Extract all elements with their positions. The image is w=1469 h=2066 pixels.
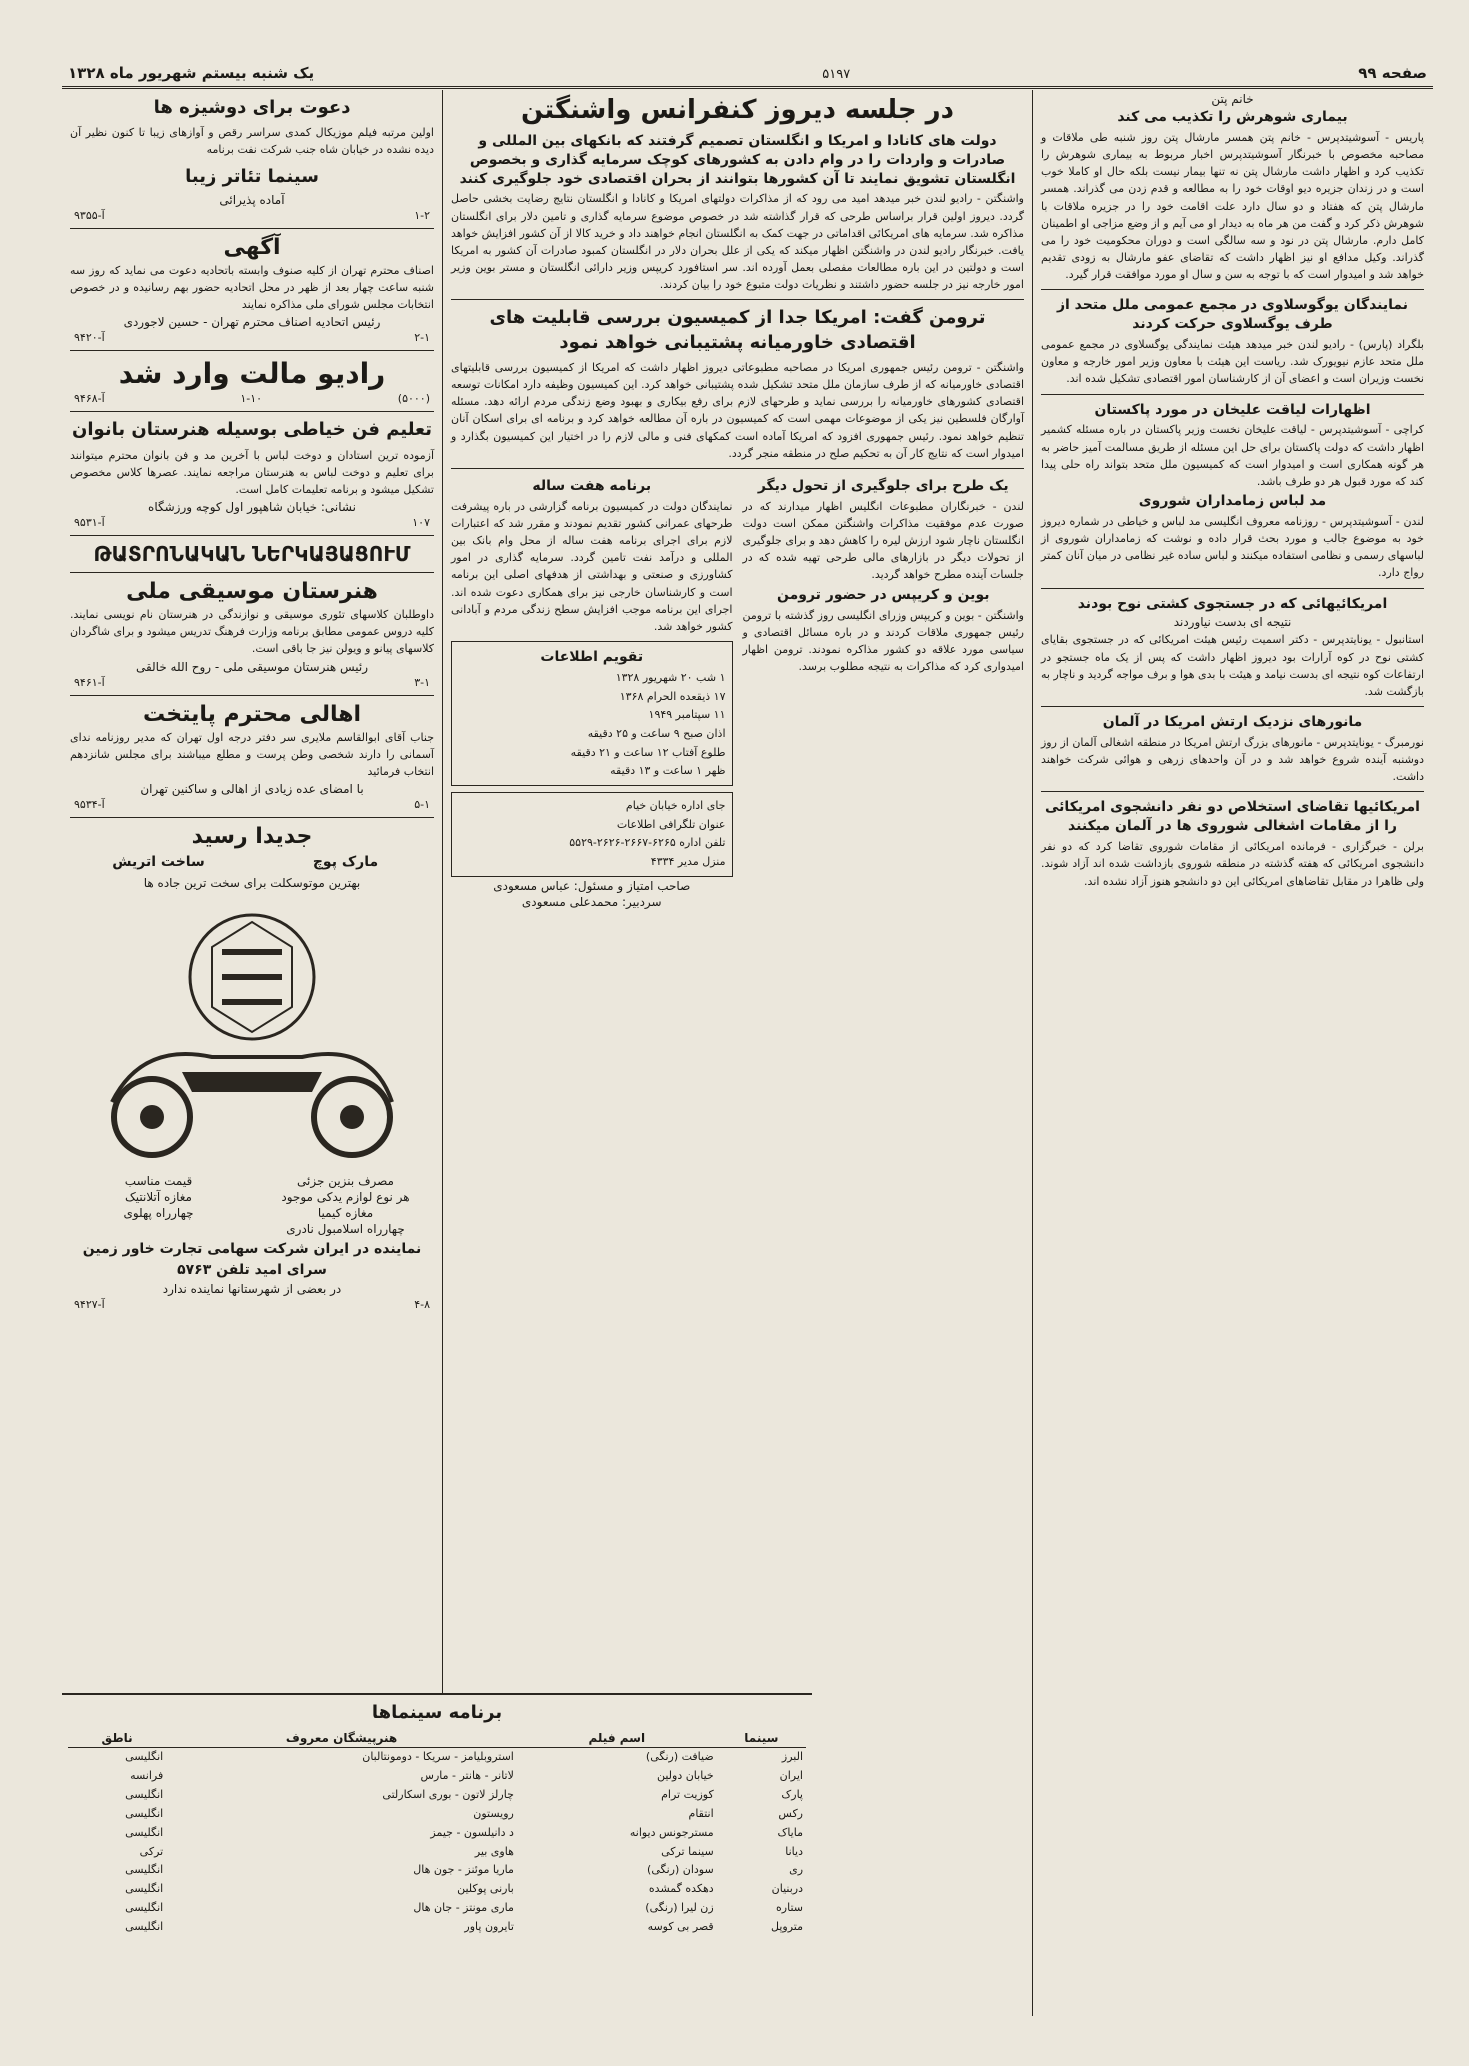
- article-body: بلگراد (پارس) - رادیو لندن خبر میدهد هیئت نمایندگی یوگسلاوی در مجمع عمومی ملل متحد عازم نیویورک شد. ریاست این هیئت با معاون وزیر امور خارجه و معاون نخست وزیران است و اعضای آن از کارشناسان امور اقتصادی تشکیل شده اند.: [1041, 338, 1424, 386]
- article-body: پاریس - آسوشیتدپرس - خانم پتن همسر مارشال پتن روز شنبه طی ملاقات و مصاحبه مخصوص با خبرنگار آسوشیتدپرس اخبار مربوط به بیماری شوهرش را تکذیب کرد و اظهار داشت مارشال پتن نه تنها بیمار نیست بلکه حال او کاملا خوب است و در زندان جزیره دیو اوقات خود را به مطالعه و قدم زدن می گذراند. همسر مارشال پتن که هفتاد و دو سال دارد علت اقامت خود را در جزیره ملاقات با شوهرش ذکر کرد و گفت من هر ماه به دیدار او می آیم و از وضع مزاجی او اطمینان کامل دارم. مارشال پتن در نود و سه سالگی است و دوران محکومیت خود را می گذراند. وکیل مدافع او نیز اظهار داشت که تقاضای عفو مارشال به زودی تقدیم خواهد شد و امیدوار است که با توجه به سن و سال او مورد موافقت قرار گیرد.: [1041, 130, 1424, 282]
- ad-cinema-name: سینما تئاتر زیبا: [185, 165, 319, 187]
- masthead-bar: [62, 40, 1433, 89]
- table-cell: انگلیسی: [125, 1787, 164, 1801]
- ad-detail: چهارراه پهلوی: [123, 1205, 194, 1220]
- ad-detail: قیمت مناسب: [124, 1173, 193, 1188]
- ad-phone: سرای امید تلفن ۵۷۶۳: [177, 1261, 327, 1278]
- ad-body: آزموده ترین استادان و دوخت لباس با آخرین مد و فن بانوان محترم میتوانند برای تعلیم و دوخت لباس به هنرستان مراجعه نمایند. عصرها کلاس مخصوص تشکیل میشود و برنامه تعلیمات کامل است.: [70, 448, 434, 496]
- article-headline: برنامه هفت ساله: [532, 477, 652, 494]
- calendar-row: ۱۱ سپتامبر ۱۹۴۹: [648, 708, 726, 722]
- ad-code: آ-۹۵۳۴ ۵-۱: [74, 798, 430, 812]
- table-cell: سینما ترکی: [661, 1844, 714, 1858]
- article-headline: بوین و کریپس در حضور ترومن: [777, 586, 990, 603]
- ad-details: [70, 1172, 434, 1238]
- table-row: [68, 1805, 806, 1824]
- article-headline: بیماری شوهرش را تکذیب می کند: [1117, 109, 1348, 125]
- article-headline: ترومن گفت: امریکا جدا از کمیسیون بررسی قابلیت های اقتصادی خاورمیانه پشتیبانی خواهد نمود: [489, 307, 986, 353]
- ad-headline: آگهی: [223, 234, 281, 260]
- owner-line: صاحب امتیاز و مسئول: عباس مسعودی: [493, 878, 691, 893]
- table-cell: قصر بی کوسه: [647, 1919, 714, 1933]
- article-body: نورمبرگ - یونایتدپرس - مانورهای بزرگ ارتش امریکا در منطقه اشغالی آلمان از روز دوشنبه آینده شروع خواهد شد و در آن واحدهای زرهی و هوائی شرکت خواهند داشت.: [1041, 735, 1424, 784]
- calendar-row: اذان صبح ۹ ساعت و ۲۵ دقیقه: [587, 727, 726, 741]
- table-cell: انگلیسی: [125, 1825, 164, 1839]
- ad-headline: تعلیم فن خیاطی بوسیله هنرستان بانوان: [72, 419, 432, 441]
- table-cell: انتقام: [688, 1806, 714, 1820]
- table-row: [68, 1767, 806, 1786]
- calendar-row: ۱۷ ذیقعده الحرام ۱۳۶۸: [619, 689, 726, 703]
- ad-body: داوطلبان کلاسهای تئوری موسیقی و نوازندگی در هنرستان نام نویسی نمایند. کلیه دروس عمومی مطابق برنامه وزارت فرهنگ تدریس میشود و برای شاگردان کلاسهای پیانو و ویولن نیز جا باقی است.: [70, 608, 434, 656]
- table-row: [68, 1918, 806, 1937]
- table-cell: مایاک: [777, 1825, 803, 1839]
- ad-brand-row: [70, 851, 434, 874]
- table-row: [68, 1843, 806, 1862]
- calendar-row: ظهر ۱ ساعت و ۱۳ دقیقه: [610, 764, 726, 778]
- ad-detail: مصرف بنزین جزئی: [297, 1173, 394, 1188]
- table-cell: انگلیسی: [125, 1919, 164, 1933]
- table-cell: ماری مونتز - جان هال: [413, 1901, 514, 1915]
- calendar-title: تقویم اطلاعات: [540, 649, 644, 666]
- article-body: استانبول - یونایتدپرس - دکتر اسمیت رئیس هیئت امریکائی که در جستجوی بقایای کشتی نوح در کوه آرارات بود دیروز اظهار داشت که پس از یک ماه جستجو در ارتفاعات کوه نتیجه ای بدست نیامد و هیئت با بدی هوا و برف مواجه گردید و ناچار به بازگشت شد.: [1041, 633, 1424, 698]
- table-cell: بارنی پوکلین: [457, 1882, 514, 1896]
- table-cell: پارک: [781, 1787, 803, 1801]
- calendar-box: [451, 641, 733, 786]
- ad-headline: رادیو مالت وارد شد: [118, 357, 386, 391]
- ad-code: آ-۹۴۶۸ ۱-۱۰ (۵۰۰۰): [74, 392, 430, 406]
- ad-body: جناب آقای ابوالقاسم ملایری سر دفتر درجه اول تهران که مدیر روزنامه ندای آسمانی را دارند شخصی وطن پرست و مطلع میباشند برای مجلس شانزدهم انتخاب فرمائید: [70, 730, 434, 778]
- editor-line: سردبیر: محمدعلی مسعودی: [521, 894, 662, 909]
- table-cell: انگلیسی: [125, 1750, 164, 1764]
- table-cell: ترکی: [139, 1844, 164, 1858]
- calendar-row: طلوع آفتاب ۱۲ ساعت و ۲۱ دقیقه: [570, 745, 726, 759]
- office-line: منزل مدیر ۴۳۳۴: [650, 855, 726, 869]
- table-row: [68, 1861, 806, 1880]
- table-cell: مسترجونس دیوانه: [629, 1825, 714, 1839]
- table-cell: انگلیسی: [125, 1806, 164, 1820]
- table-cell: انگلیسی: [125, 1882, 164, 1896]
- lower-center-left: [451, 475, 733, 911]
- table-header: [68, 1729, 806, 1748]
- office-line: تلفن اداره ۶۲۶۵-۲۶۶۷-۲۶۲۶-۵۵۲۹: [569, 836, 726, 850]
- ad-headline: اهالی محترم پایتخت: [142, 701, 362, 727]
- article-headline: یک طرح برای جلوگیری از تحول دیگر: [757, 477, 1009, 494]
- article-body: واشنگتن - ترومن رئیس جمهوری امریکا در مصاحبه مطبوعاتی دیروز اظهار داشت که امریکا از کمیسیون بررسی قابلیتهای اقتصادی خاورمیانه که از طرف سازمان ملل متحد تشکیل شده پشتیبانی خواهد کرد. این کمیسیون وظیفه دارد امکانات توسعه اقتصادی کشورهای خاورمیانه را بررسی نماید و طرحهای لازم برای رفع بیکاری و بهبود وضع زندگی مردم ارائه دهد. مسئله آوارگان فلسطین نیز یکی از موضوعات مهمی است که کمیسیون در باره آن مطالعه خواهد کرد و برنامه ای برای اسکان آنان تنظیم خواهد نمود. رئیس جمهوری افزود که امریکا آماده است کمکهای فنی و مالی لازم را در اختیار این کمیسیون بگذارد و امیدوار است که نتایج کار آن به تحکیم صلح در منطقه منجر گردد.: [451, 361, 1024, 460]
- ad-headline: جدیدا رسید: [191, 824, 313, 850]
- table-row: [68, 1786, 806, 1805]
- ad-headline: دعوت برای دوشیزه ها: [153, 97, 351, 118]
- issue-date: یک شنبه بیستم شهریور ماه ۱۳۲۸: [68, 64, 315, 82]
- table-cell: فرانسه: [130, 1769, 164, 1783]
- office-box: [451, 792, 733, 877]
- ad-code: آ-۹۳۵۵ ۱-۲: [74, 208, 430, 222]
- ad-signature: رئیس هنرستان موسیقی ملی - روح الله خالقی: [135, 659, 369, 674]
- page-number: صفحه ۹۹: [1358, 64, 1427, 82]
- article-kicker: خانم پتن: [1211, 92, 1254, 106]
- table-cell: انگلیسی: [125, 1863, 164, 1877]
- table-cell: دربنیان: [771, 1882, 803, 1896]
- calendar-row: ۱ شب ۲۰ شهریور ۱۳۲۸: [615, 670, 726, 684]
- lower-center-right: [743, 475, 1025, 911]
- article-body: لندن - آسوشیتدپرس - روزنامه معروف انگلیسی مد لباس و خیاطی در شماره دیروز خود به موضوع جالب و مورد بحث قرار داده و نوشت که زمامداران شوروی از لباسهای رسمی و نظامی استفاده میکنند و لباس ساده غیر نظامی در میان آنان کمتر رواج دارد.: [1041, 514, 1424, 580]
- ad-detail: چهارراه اسلامبول نادری: [286, 1221, 405, 1236]
- armenian-ad: ԹԱՏՐՈՆԱԿԱՆ ՆԵՐԿԱՅԱՑՈՒՄ: [93, 542, 411, 567]
- table-cell: البرز: [781, 1750, 803, 1764]
- issue-number: ۵۱۹۷: [822, 67, 851, 82]
- table-cell: زن لیرا (رنگی): [645, 1901, 714, 1915]
- ad-code: آ-۹۴۶۱ ۳-۱: [74, 675, 430, 689]
- office-title: جای اداره خیابان خیام: [625, 799, 726, 813]
- table-row: [68, 1748, 806, 1767]
- table-cell: ستاره: [776, 1901, 803, 1915]
- table-cell: چارلز لاتون - بوری اسکارلتی: [382, 1787, 514, 1801]
- table-cell: ضیافت (رنگی): [645, 1750, 714, 1764]
- table-cell: خیابان دولین: [656, 1769, 714, 1783]
- lead-subheadline: دولت های کانادا و امریکا و انگلستان تصمیم گرفتند که بانکهای بین المللی و صادرات و واردات را در وام دادن به کشورهای کوچک سرمایه گذاری و بخصوص انگلستان تشویق نمایند تا آن کشورها بتوانند از بحران اقتصادی خود جلوگیری کنند: [459, 132, 1016, 187]
- ad-code: آ-۹۴۲۷ ۴-۸: [74, 1297, 430, 1311]
- article-body: کراچی - آسوشیتدپرس - لیاقت علیخان نخست وزیر پاکستان در باره مسئله کشمیر اظهار داشت که دولت پاکستان برای حل این مسئله از طریق مسالمت آمیز حاضر به هر گونه همکاری است و امیدوار است که کمیسیون ملل متحد بتواند راه حلی پیدا کند که مورد قبول هر دو طرف باشد.: [1041, 423, 1424, 488]
- table-cell: ایران: [779, 1769, 803, 1783]
- ad-detail: مغازه آتلانتیک: [125, 1189, 192, 1204]
- table-cell: رویستون: [473, 1806, 514, 1820]
- table-cell: کوزیت ترام: [661, 1787, 714, 1801]
- table-cell: لاتانر - هانتر - مارس: [420, 1769, 514, 1783]
- table-row: [68, 1880, 806, 1899]
- lower-center-split: [451, 475, 1024, 911]
- table-cell: سودان (رنگی): [647, 1863, 714, 1877]
- column-header: اسم فیلم: [517, 1729, 717, 1748]
- newspaper-page: [22, 18, 1451, 2028]
- article-body: واشنگتن - بوین و کریپس وزرای انگلیسی روز گذشته با ترومن رئیس جمهوری ملاقات کردند و در باره مسائل اقتصادی و سیاسی مورد علاقه دو کشور مذاکره نمودند. ترومن اظهار امیدواری کرد که مذاکرات به نتیجه مطلوب برسد.: [742, 608, 1024, 673]
- column-header: ناطق: [68, 1729, 166, 1748]
- right-column: [1032, 90, 1432, 2016]
- ad-agent: نماینده در ایران شرکت سهامی تجارت خاور زمین: [82, 1240, 422, 1257]
- ad-headline: هنرستان موسیقی ملی: [126, 579, 378, 605]
- article-headline: امریکائیها تقاضای استخلاص دو نفر دانشجوی امریکائی را از مقامات اشغالی شوروی ها در آلمان میکنند: [1045, 799, 1420, 835]
- ad-address: نشانی: خیابان شاهپور اول کوچه ورزشگاه: [148, 500, 356, 515]
- table-cell: متروپل: [771, 1919, 803, 1933]
- column-header: سینما: [717, 1729, 806, 1748]
- ad-note: آماده پذیرائی: [219, 192, 285, 207]
- cinema-title: برنامه سینماها: [371, 1702, 503, 1723]
- ad-detail: هر نوع لوازم یدکی موجود: [281, 1189, 410, 1204]
- table-cell: دهکده گمشده: [648, 1882, 714, 1896]
- ad-brand: مارک پوچ: [312, 854, 379, 871]
- article-headline: مد لباس زمامداران شوروی: [1138, 493, 1327, 510]
- article-headline: اظهارات لیاقت علیخان در مورد پاکستان: [1094, 401, 1371, 418]
- table-cell: د دانیلسون - جیمز: [430, 1825, 514, 1839]
- ad-note: در بعضی از شهرستانها نماینده ندارد: [162, 1281, 342, 1296]
- table-cell: هاوی بیر: [474, 1844, 514, 1858]
- table-cell: انگلیسی: [125, 1901, 164, 1915]
- article-headline: مانورهای نزدیک ارتش امریکا در آلمان: [1102, 714, 1363, 731]
- lead-headline: در جلسه دیروز کنفرانس واشنگتن: [521, 95, 954, 125]
- article-body: نمایندگان دولت در کمیسیون برنامه گزارشی در باره پیشرفت طرحهای عمرانی کشور تقدیم نمودند و مقرر شد که اعتبارات لازم برای اجرای برنامه هفت ساله از محل وام بانک بین المللی و درآمد نفت تامین گردد. سرمایه گذاری در امور کشاورزی و صنعتی و بهداشتی از هدفهای اصلی این برنامه است و کارشناسان خارجی نیز برای همکاری دعوت شده اند. اجرای این برنامه موجب افزایش سطح زندگی مردم و آبادانی کشور خواهد شد.: [451, 499, 733, 633]
- ad-made-in: ساخت اتریش: [112, 854, 205, 871]
- table-cell: رکس: [778, 1806, 803, 1820]
- article-headline: امریکائیهائی که در جستجوی کشتی نوح بودند: [1077, 595, 1388, 612]
- table-row: [68, 1899, 806, 1918]
- table-cell: تایرون پاور: [464, 1919, 514, 1933]
- table-row: [68, 1824, 806, 1843]
- column-header: هنرپیشگان معروف: [166, 1729, 517, 1748]
- ad-signature: رئیس اتحادیه اصناف محترم تهران - حسین لاجوردی: [123, 315, 381, 330]
- article-body: واشنگتن - رادیو لندن خبر میدهد امید می رود که از مذاکرات دولتهای امریکا و کانادا و انگلستان نتایج رضایت بخشی حاصل گردد. دیروز اولین قرار براساس طرحی که قرار گذاشته شد در خصوص موضوع سرمایه گذاری و تامین دلار برای انگلستان مذاکره شد. سرمایه های امریکائی اقداماتی در جهت کمک به انگلستان انجام خواهند داد و خرید کالا از آن کشور افزایش خواهد یافت. خبرنگار رادیو لندن در واشنگتن اظهار میکند که یکی از علل بحران دلار در انگلستان کمبود صادرات آن کشور به امریکا است و دولتین در این باره مطالعات مفصلی بعمل آورده اند. سر استافورد کریپس وزیر دارائی انگلستان و مستر بوین وزیر امور خارجه نیز در جلسه حضور داشتند و نظریات دولت متبوع خود را بیان کردند.: [451, 192, 1024, 292]
- table-cell: استروبلیامز - سریکا - دومونتالبان: [362, 1750, 514, 1764]
- table-cell: ماریا موئنز - جون هال: [413, 1863, 514, 1877]
- article-body: برلن - خبرگزاری - فرمانده امریکائی از مقامات شوروی تقاضا کرد که دو نفر دانشجوی امریکائی که هفته گذشته در منطقه شوروی بازداشت شده اند آزاد شوند. ولی ظاهرا در مقابل تقاضاهای امریکائی این دو دانشجو هنوز آزاد نشده اند.: [1041, 840, 1424, 888]
- article-headline: نمایندگان یوگوسلاوی در مجمع عمومی ملل متحد از طرف یوگسلاوی حرکت کردند: [1056, 297, 1409, 333]
- ad-body: اولین مرتبه فیلم موزیکال کمدی سراسر رقص و آوازهای زیبا تا کنون نظیر آن دیده نشده در خیابان شاه جنب شرکت نفت برنامه: [70, 126, 434, 157]
- table-cell: ری: [789, 1863, 803, 1877]
- table-cell: دیانا: [785, 1844, 803, 1858]
- article-subheadline: نتیجه ای بدست نیاوردند: [1173, 615, 1292, 630]
- office-line: عنوان تلگرافی اطلاعات: [616, 817, 726, 831]
- ad-body: اصناف محترم تهران از کلیه صنوف وابسته باتحادیه دعوت می نماید که روز سه شنبه ساعت چهار بعد از ظهر در محل اتحادیه حضور بهم رسانیده و در خصوص انتخابات مجلس شورای ملی مذاکره نمایند: [70, 263, 434, 312]
- scooter-illustration: [70, 892, 434, 1172]
- cinema-program: [62, 1693, 812, 2016]
- ad-signature: با امضای عده زیادی از اهالی و ساکنین تهران: [140, 782, 364, 797]
- ad-code: آ-۹۴۲۰ ۲-۱: [74, 331, 430, 345]
- cinema-table: [68, 1729, 806, 1936]
- article-body: لندن - خبرنگاران مطبوعات انگلیس اظهار میدارند که در صورت عدم موفقیت مذاکرات واشنگتن ممکن است دولت انگلستان ناچار شود ارزش لیره را کاهش دهد و برای جلوگیری از تحولات دیگر در بازارهای مالی طرحی تهیه شده که در جلسات آینده مطرح خواهد گردید.: [742, 499, 1024, 582]
- ad-slogan: بهترین موتوسکلت برای سخت ترین جاده ها: [143, 875, 361, 890]
- ad-code: آ-۹۵۳۱ ۱۰۷: [74, 516, 430, 530]
- ad-detail: مغازه کیمیا: [317, 1205, 374, 1220]
